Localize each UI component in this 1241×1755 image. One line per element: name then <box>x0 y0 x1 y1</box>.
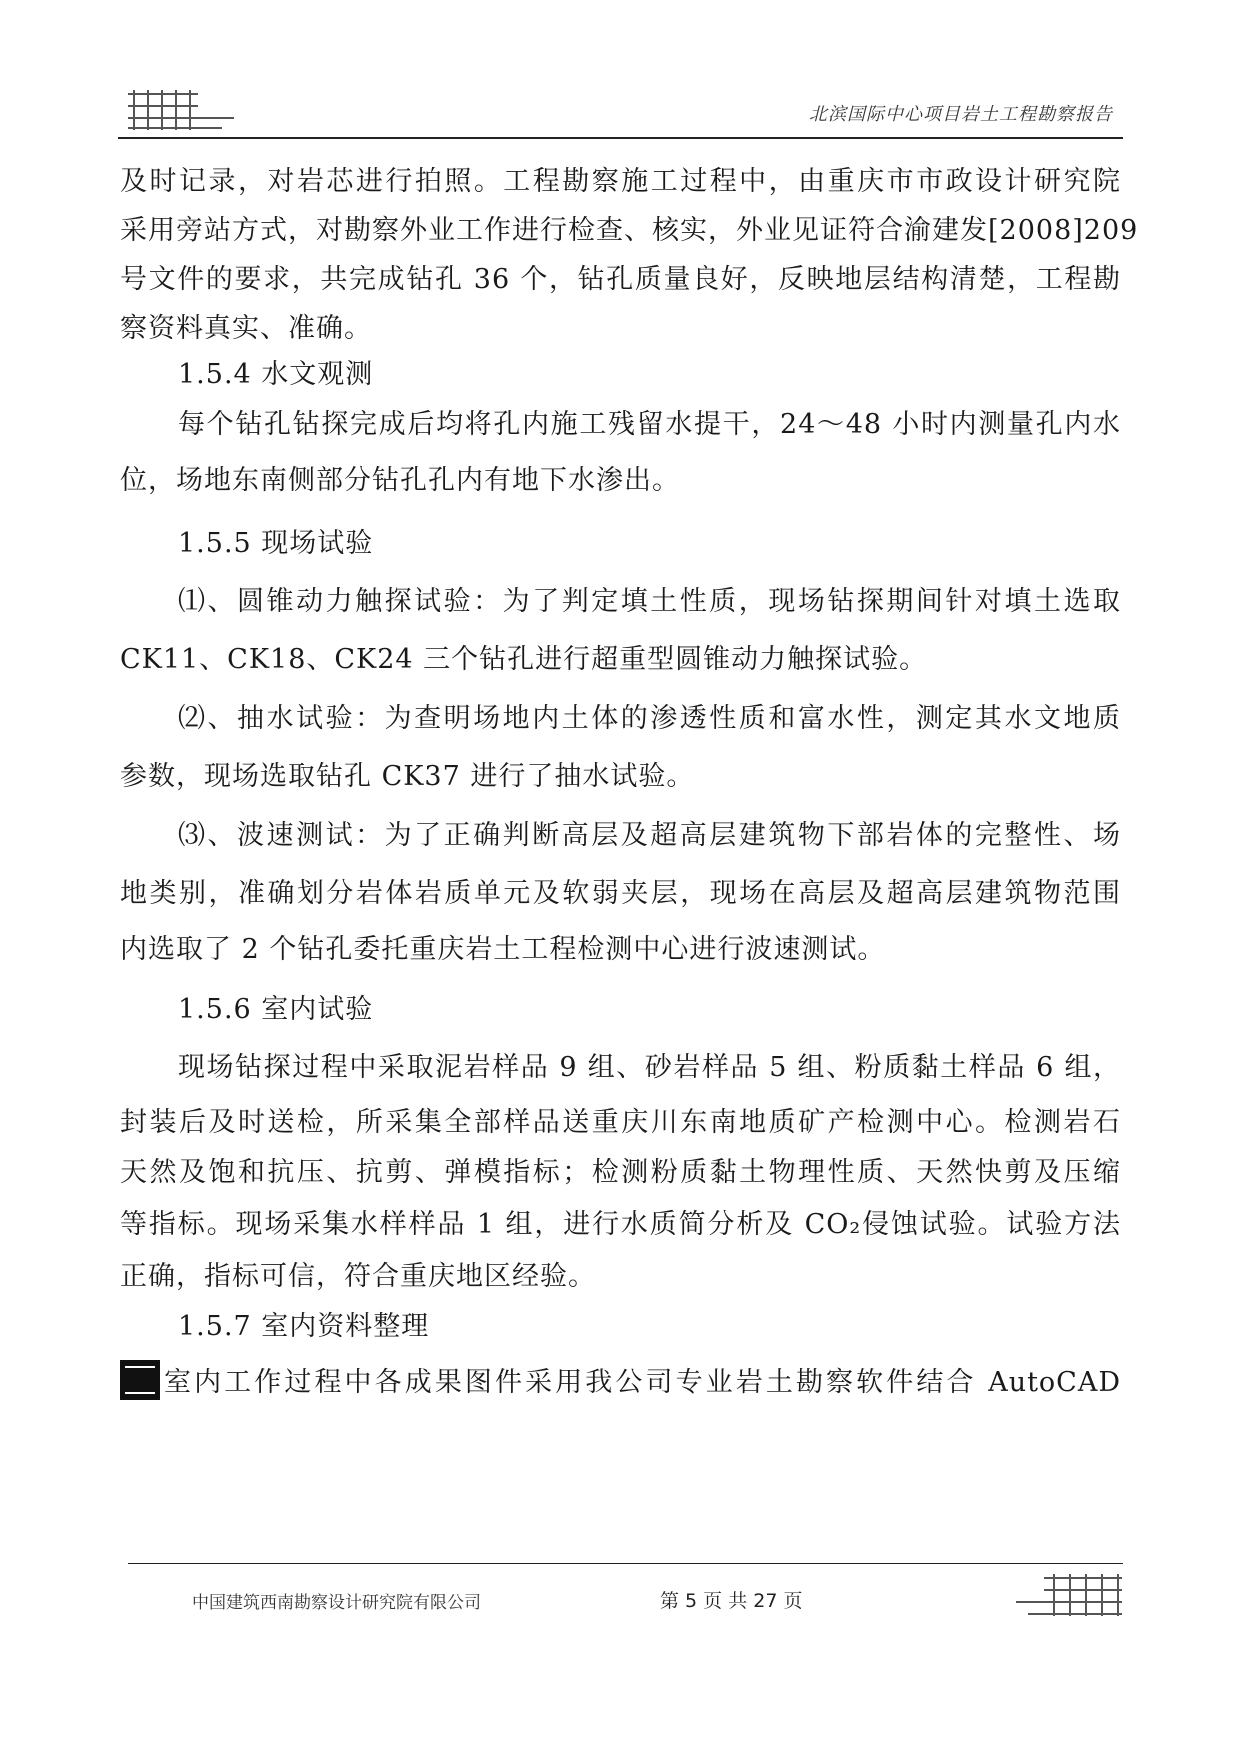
footer-divider <box>128 1563 1123 1564</box>
company-seal-icon <box>120 1360 160 1400</box>
text-line: 察资料真实、准确。 <box>120 313 372 344</box>
text-line: 参数，现场选取钻孔 CK37 进行了抽水试验。 <box>120 761 695 792</box>
header-divider <box>118 137 1123 139</box>
text-line: 室内工作过程中各成果图件采用我公司专业岩土勘察软件结合 AutoCAD <box>164 1367 1121 1398</box>
section-heading: 1.5.6 室内试验 <box>178 994 374 1025</box>
footer-logo-icon <box>1014 1572 1124 1620</box>
text-line: 等指标。现场采集水样样品 1 组，进行水质简分析及 CO₂侵蚀试验。试验方法 <box>120 1209 1121 1240</box>
text-line: 及时记录，对岩芯进行拍照。工程勘察施工过程中，由重庆市市政设计研究院 <box>120 166 1121 197</box>
document-header-title: 北滨国际中心项目岩土工程勘察报告 <box>809 104 1113 125</box>
text-line-with-logo <box>120 1363 1121 1403</box>
section-heading: 1.5.7 室内资料整理 <box>178 1311 430 1342</box>
footer-company-name: 中国建筑西南勘察设计研究院有限公司 <box>192 1593 481 1613</box>
text-line: 每个钻孔钻探完成后均将孔内施工残留水提干，24～48 小时内测量孔内水 <box>178 409 1121 440</box>
text-line: 位，场地东南侧部分钻孔孔内有地下水渗出。 <box>120 465 680 496</box>
text-line: 采用旁站方式，对勘察外业工作进行检查、核实，外业见证符合渝建发[2008]209 <box>120 215 1139 246</box>
text-line: 正确，指标可信，符合重庆地区经验。 <box>120 1261 596 1292</box>
text-line: ⑴、圆锥动力触探试验：为了判定填土性质，现场钻探期间针对填土选取 <box>178 586 1121 617</box>
text-line: ⑵、抽水试验：为查明场地内土体的渗透性质和富水性，测定其水文地质 <box>178 703 1121 734</box>
text-line: 内选取了 2 个钻孔委托重庆岩土工程检测中心进行波速测试。 <box>120 934 886 965</box>
section-heading: 1.5.4 水文观测 <box>178 359 374 390</box>
text-line: 号文件的要求，共完成钻孔 36 个，钻孔质量良好，反映地层结构清楚，工程勘 <box>120 264 1121 295</box>
company-logo-icon <box>126 88 236 132</box>
text-line: 天然及饱和抗压、抗剪、弹模指标；检测粉质黏土物理性质、天然快剪及压缩 <box>120 1157 1121 1188</box>
text-line: CK11、CK18、CK24 三个钻孔进行超重型圆锥动力触探试验。 <box>120 644 928 675</box>
text-line: 地类别，准确划分岩体岩质单元及软弱夹层，现场在高层及超高层建筑物范围 <box>120 878 1121 909</box>
text-line: 现场钻探过程中采取泥岩样品 9 组、砂岩样品 5 组、粉质黏土样品 6 组， <box>178 1052 1121 1083</box>
page-number: 第 5 页 共 27 页 <box>660 1590 803 1612</box>
text-line: ⑶、波速测试：为了正确判断高层及超高层建筑物下部岩体的完整性、场 <box>178 820 1121 851</box>
section-heading: 1.5.5 现场试验 <box>178 528 374 559</box>
text-line: 封装后及时送检，所采集全部样品送重庆川东南地质矿产检测中心。检测岩石 <box>120 1107 1121 1138</box>
